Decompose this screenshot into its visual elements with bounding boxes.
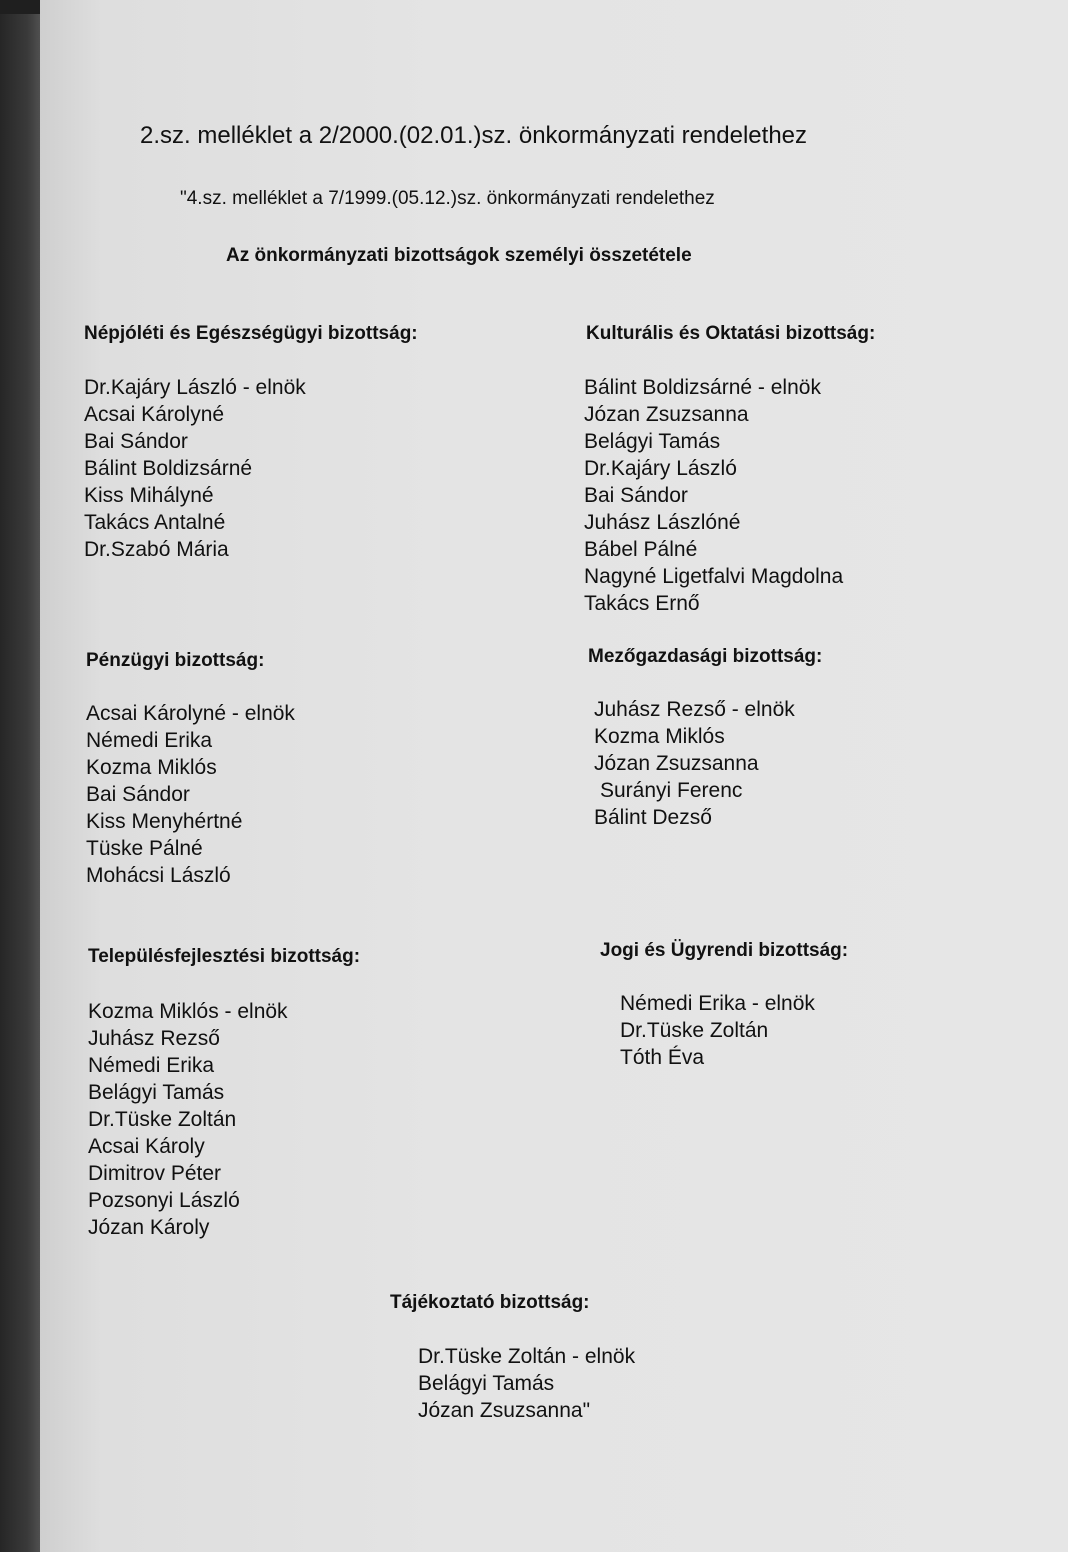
member-item: Belágyi Tamás [88, 1081, 225, 1104]
member-item: Belágyi Tamás [584, 430, 721, 453]
member-item: Juhász Rezső - elnök [594, 698, 795, 721]
member-item: Dimitrov Péter [88, 1162, 222, 1185]
member-item: Dr.Kajáry László - elnök [84, 376, 306, 399]
document-title: Az önkormányzati bizottságok személyi összetétele [226, 245, 692, 266]
committee-title-mezogazdasagi: Mezőgazdasági bizottság: [588, 646, 823, 667]
member-item: Juhász Rezső [88, 1027, 220, 1050]
member-item: Dr.Szabó Mária [84, 538, 229, 561]
committee-members-telepulesfejlesztesi [88, 998, 288, 1241]
member-item: Surányi Ferenc [600, 779, 743, 802]
member-item: Nagyné Ligetfalvi Magdolna [584, 565, 844, 588]
member-item: Józan Zsuzsanna [584, 403, 749, 426]
committee-title-kulturalis: Kulturális és Oktatási bizottság: [586, 323, 876, 344]
committee-members-mezogazdasagi [594, 696, 795, 831]
committee-title-jogi: Jogi és Ügyrendi bizottság: [600, 940, 849, 961]
member-item: Bálint Boldizsárné [84, 457, 253, 480]
member-item: Józan Zsuzsanna" [418, 1399, 591, 1422]
member-item: Némedi Erika [88, 1054, 215, 1077]
member-item: Dr.Tüske Zoltán [88, 1108, 237, 1131]
committee-members-nepjoleti [84, 374, 306, 563]
annex-heading: 2.sz. melléklet a 2/2000.(02.01.)sz. önkormányzati rendelethez [140, 122, 808, 149]
member-item: Dr.Tüske Zoltán - elnök [418, 1345, 636, 1368]
member-item: Bai Sándor [86, 783, 190, 806]
member-item: Acsai Károlyné - elnök [86, 702, 295, 725]
member-item: Takács Ernő [584, 592, 700, 615]
committee-members-penzugyi [86, 700, 295, 889]
member-item: Takács Antalné [84, 511, 226, 534]
member-item: Tüske Pálné [86, 837, 203, 860]
committee-title-nepjoleti: Népjóléti és Egészségügyi bizottság: [84, 323, 418, 344]
member-item: Dr.Kajáry László [584, 457, 737, 480]
member-item: Kiss Menyhértné [86, 810, 243, 833]
member-item: Józan Károly [88, 1216, 210, 1239]
member-item: Bálint Boldizsárné - elnök [584, 376, 821, 399]
member-item: Bai Sándor [84, 430, 188, 453]
member-item: Kozma Miklós [594, 725, 725, 748]
member-item: Acsai Károlyné [84, 403, 225, 426]
committee-title-penzugyi: Pénzügyi bizottság: [86, 650, 265, 671]
annex-subheading: "4.sz. melléklet a 7/1999.(05.12.)sz. önkormányzati rendelethez [180, 188, 715, 209]
committee-title-telepulesfejlesztesi: Településfejlesztési bizottság: [88, 946, 361, 967]
member-item: Bai Sándor [584, 484, 688, 507]
member-item: Acsai Károly [88, 1135, 205, 1158]
member-item: Kozma Miklós [86, 756, 217, 779]
member-item: Bábel Pálné [584, 538, 698, 561]
member-item: Némedi Erika - elnök [620, 992, 815, 1015]
committee-members-jogi [620, 990, 815, 1071]
member-item: Mohácsi László [86, 864, 231, 887]
committee-members-kulturalis [584, 374, 843, 617]
member-item: Juhász Lászlóné [584, 511, 741, 534]
member-item: Bálint Dezső [594, 806, 712, 829]
member-item: Belágyi Tamás [418, 1372, 555, 1395]
member-item: Némedi Erika [86, 729, 213, 752]
committee-members-tajekoztato [418, 1343, 635, 1424]
member-item: Dr.Tüske Zoltán [620, 1019, 769, 1042]
member-item: Pozsonyi László [88, 1189, 240, 1212]
committee-title-tajekoztato: Tájékoztató bizottság: [390, 1292, 590, 1313]
member-item: Kozma Miklós - elnök [88, 1000, 288, 1023]
member-item: Józan Zsuzsanna [594, 752, 759, 775]
member-item: Kiss Mihályné [84, 484, 214, 507]
member-item: Tóth Éva [620, 1046, 705, 1069]
